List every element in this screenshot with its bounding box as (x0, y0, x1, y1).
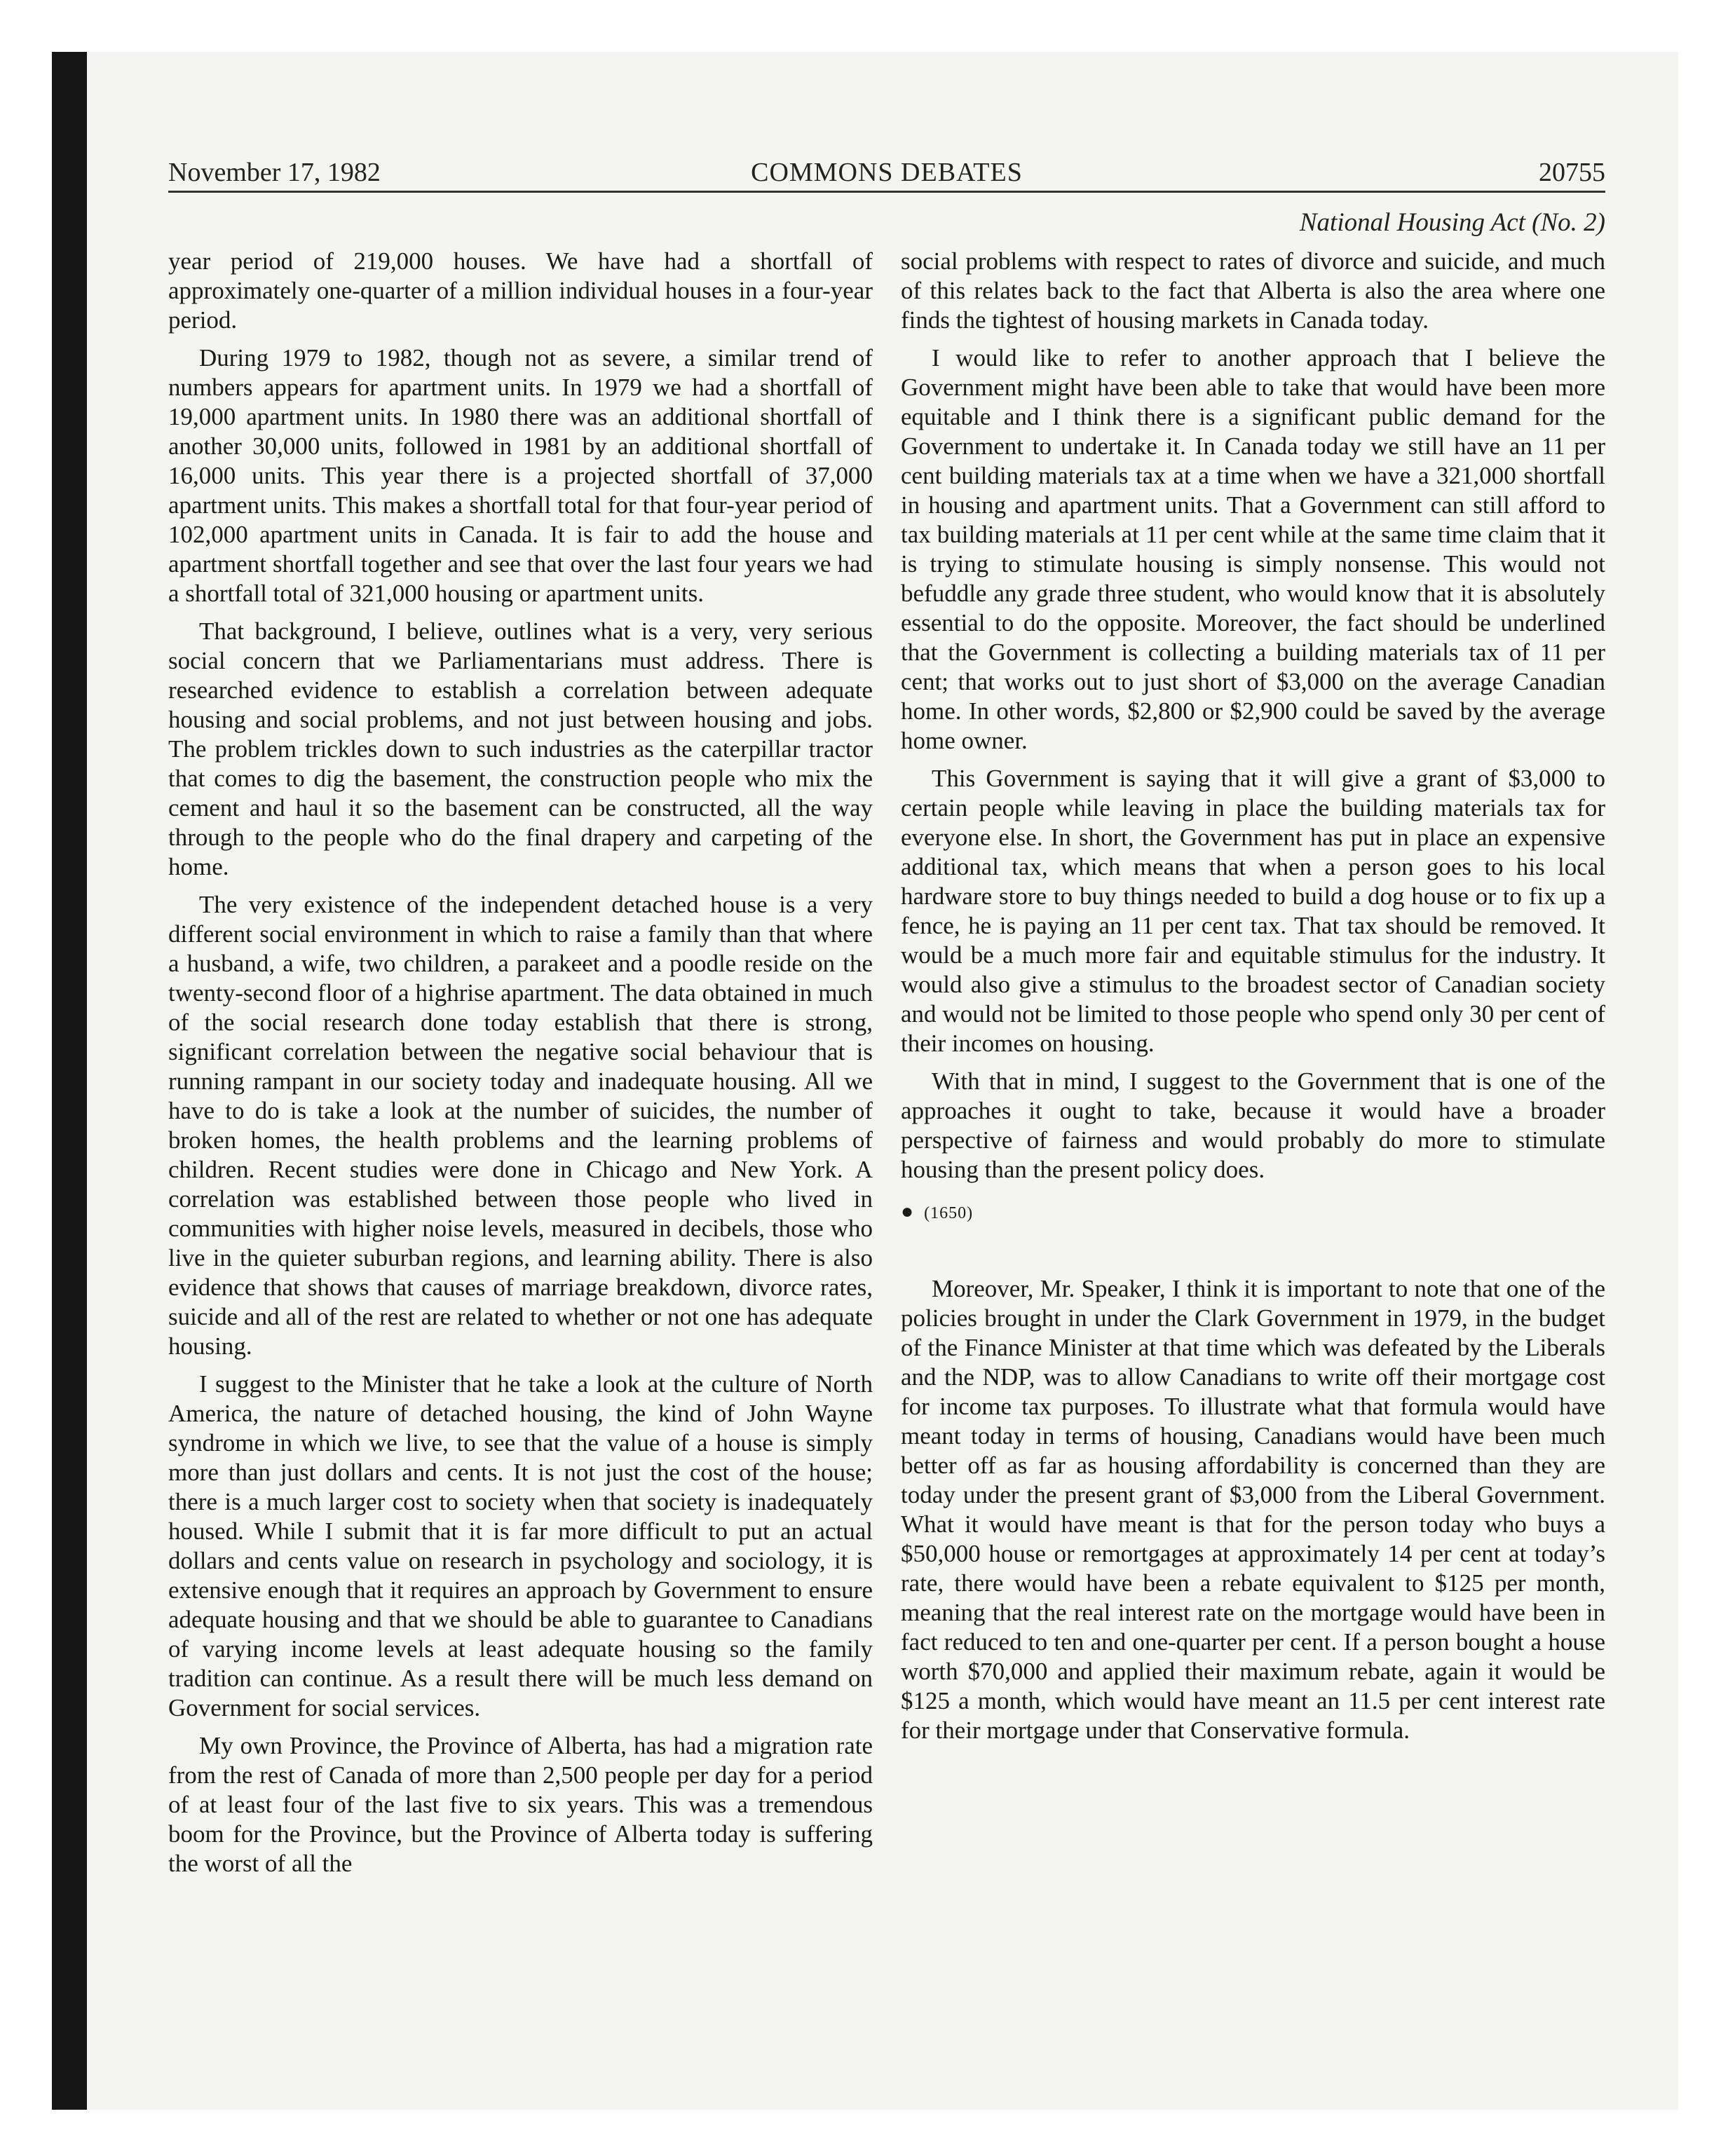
page-header (168, 153, 1605, 195)
paragraph: This Government is saying that it will give a grant of $3,000 to certain people while leaving in place the building materials tax for everyone else. In short, the Government has put in place an expensive additional tax, which means that when a person goes to his local hardware store to buy things needed to build a dog house or to fix up a fence, he is paying an 11 per cent tax. That tax should be removed. It would be a much more fair and equitable stimulus for the industry. It would also give a stimulus to the broadest sector of Canadian society and would not be limited to those people who spend only 30 per cent of their incomes on housing. (901, 765, 1605, 1057)
paragraph: With that in mind, I suggest to the Government that is one of the approaches it ought to take, because it would have a broader perspective of fairness and would probably do more to stimulate housing than the present policy does. (901, 1067, 1605, 1183)
paragraph: My own Province, the Province of Alberta, has had a migration rate from the rest of Canada of more than 2,500 people per day for a period of at least four of the last five to six years. This was a tremendous boom for the Province, but the Province of Alberta today is suffering the worst of all the (168, 1732, 873, 1877)
paragraph: I suggest to the Minister that he take a look at the culture of North America, the nature of detached housing, the kind of John Wayne syndrome in which we live, to see that the value of a house is simply more than just dollars and cents. It is not just the cost of the house; there is a much larger cost to society when that society is inadequately housed. While I submit that it is far more difficult to put an actual dollars and cents value on research in psychology and sociology, it is extensive enough that it requires an approach by Government to ensure adequate housing and that we should be able to guarantee to Canadians of varying income levels at least adequate housing so the family tradition can continue. As a result there will be much less demand on Government for social services. (168, 1370, 873, 1721)
right-column (901, 247, 1605, 2083)
paragraph: social problems with respect to rates of divorce and suicide, and much of this relates back to the fact that Alberta is also the area where one finds the tightest of housing markets in Canada today. (901, 247, 1605, 334)
left-column (168, 247, 873, 2083)
time-marker-label: (1650) (924, 1204, 974, 1222)
header-page-number: 20755 (1539, 158, 1605, 187)
bullet-dot-icon: ● (901, 1200, 915, 1223)
paragraph: That background, I believe, outlines what is a very, very serious social concern that we Parliamentarians must address. There is researched evidence to establish a correlation between adequate housing and social problems, and not just between housing and jobs. The problem trickles down to such industries as the caterpillar tractor that comes to dig the basement, the construction people who mix the cement and haul it so the basement can be constructed, all the way through to the people who do the final drapery and carpeting of the home. (168, 618, 873, 880)
time-marker (901, 1197, 1605, 1228)
paragraph: year period of 219,000 houses. We have had a shortfall of approximately one-quarter of a million individual houses in a four-year period. (168, 247, 873, 334)
header-journal-title: COMMONS DEBATES (751, 158, 1023, 187)
header-date: November 17, 1982 (168, 158, 381, 187)
paragraph: I would like to refer to another approach that I believe the Government might have been able to take that would have been more equitable and I think there is a significant public demand for the Government to undertake it. In Canada today we still have an 11 per cent building materials tax at a time when we have a 321,000 shortfall in housing and apartment units. That a Government can still afford to tax building materials at 11 per cent while at the same time claim that it is trying to stimulate housing is simply nonsense. This would not befuddle any grade three student, who would know that it is absolutely essential to do the opposite. Moreover, the fact should be underlined that the Government is collecting a building materials tax of 11 per cent; that works out to just short of $3,000 on the average Canadian home. In other words, $2,800 or $2,900 could be saved by the average home owner. (901, 344, 1605, 754)
header-rule (168, 191, 1605, 193)
paragraph: The very existence of the independent detached house is a very different social environment in which to raise a family than that where a husband, a wife, two children, a parakeet and a poodle reside on the twenty-second floor of a highrise apartment. The data obtained in much of the social research done today establish that there is strong, significant correlation between the negative social behaviour that is running rampant in our society today and inadequate housing. All we have to do is take a look at the number of suicides, the number of broken homes, the health problems and the learning problems of children. Recent studies were done in Chicago and New York. A correlation was established between those people who lived in communities with higher noise levels, measured in decibels, those who live in the quieter suburban regions, and learning ability. There is also evidence that shows that causes of marriage breakdown, divorce rates, suicide and all of the rest are related to whether or not one has adequate housing. (168, 891, 873, 1360)
paragraph: Moreover, Mr. Speaker, I think it is important to note that one of the policies brought in under the Clark Government in 1979, in the budget of the Finance Minister at that time which was defeated by the Liberals and the NDP, was to allow Canadians to write off their mortgage cost for income tax purposes. To illustrate what that formula would have meant today in terms of housing, Canadians would have been much better off as far as housing affordability is concerned than they are today under the present grant of $3,000 from the Liberal Government. What it would have meant is that for the person today who buys a $50,000 house or remortgages at approximately 14 per cent at today’s rate, there would have been a rebate equivalent to $125 per month, meaning that the real interest rate on the mortgage would have been in fact reduced to ten and one-quarter per cent. If a person bought a house worth $70,000 and applied their maximum rebate, again it would be $125 a month, which would have meant an 11.5 per cent interest rate for their mortgage under that Conservative formula. (901, 1275, 1605, 1744)
paragraph: During 1979 to 1982, though not as severe, a similar trend of numbers appears for apartment units. In 1979 we had a shortfall of 19,000 apartment units. In 1980 there was an additional shortfall of another 30,000 units, followed in 1981 by an additional shortfall of 16,000 units. This year there is a projected shortfall of 37,000 apartment units. This makes a shortfall total for that four-year period of 102,000 apartment units in Canada. It is fair to add the house and apartment shortfall together and see that over the last four years we had a shortfall total of 321,000 housing or apartment units. (168, 344, 873, 607)
scan-edge-bar (52, 52, 87, 2110)
section-subheader: National Housing Act (No. 2) (1299, 208, 1605, 237)
